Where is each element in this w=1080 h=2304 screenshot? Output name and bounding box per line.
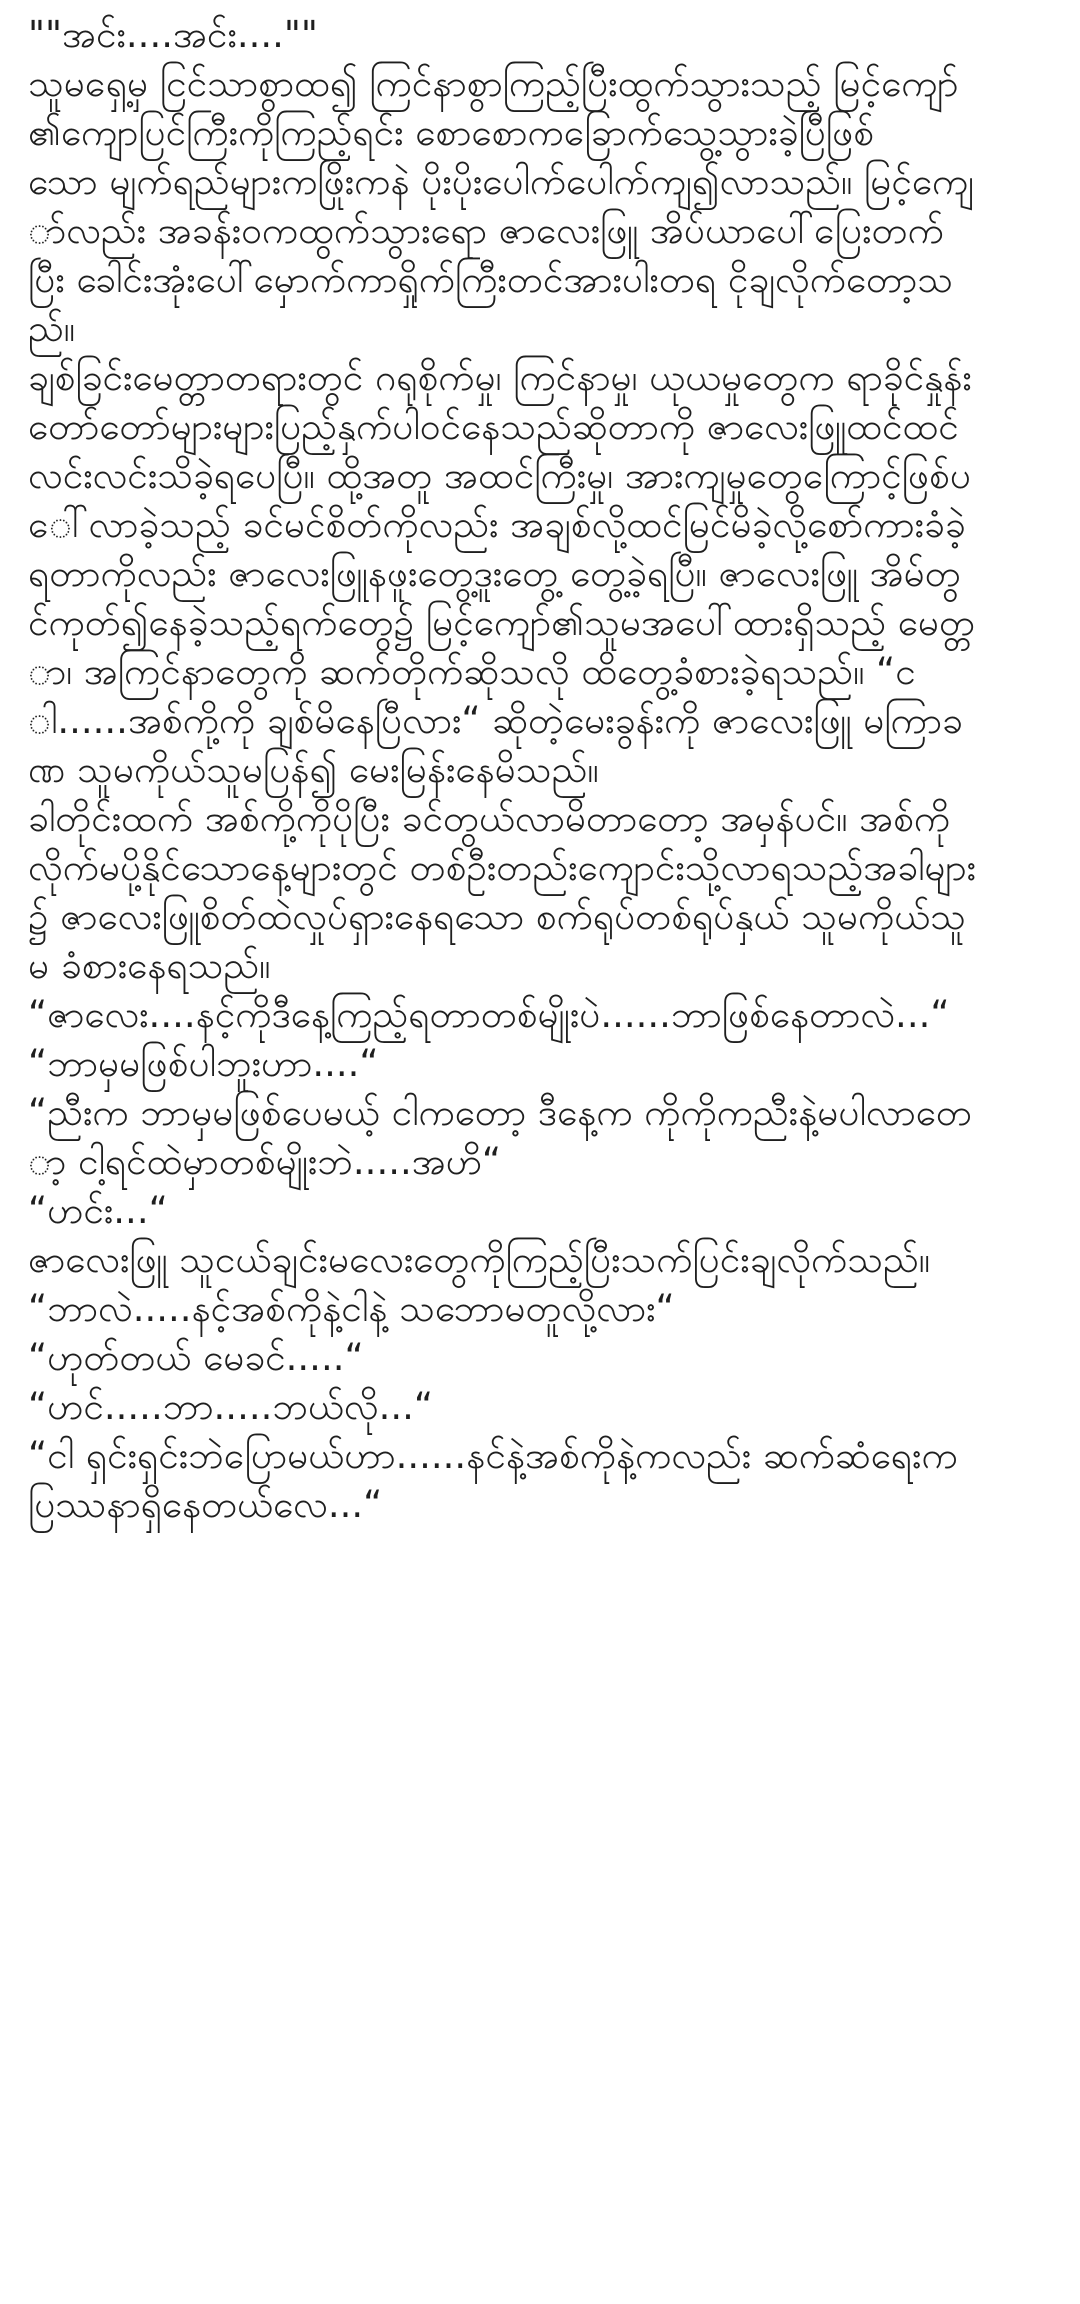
paragraph: “ဟင်း...“ — [28, 1189, 168, 1232]
paragraph: ခါတိုင်းထက် အစ်ကို့ကိုပိုပြီး ခင်တွယ်လာမိတာတော့ အမှန်ပင်။ အစ်ကိုလိုက်မပို့နိုင်သောနေ့များတွင် တစ်ဦးတည်းကျောင်းသို့လာရသည့်အခါများ၌ ဇာလေးဖြူစိတ်ထဲလှုပ်ရှားနေရသော စက်ရုပ်တစ်ရုပ်နှယ် သူမကိုယ်သူမ ခံစားနေရသည်။ — [28, 797, 976, 987]
paragraph: ပြီး ခေါင်းအုံးပေါ်မှောက်ကာရှိုက်ကြီးတင်အားပါးတရ ငိုချလိုက်တော့သည်။ — [28, 258, 954, 350]
paragraph: ချစ်ခြင်းမေတ္တာတရားတွင် ဂရုစိုက်မှု၊ ကြင်နာမှု၊ ယုယမှုတွေက ရာခိုင်နှုန်းတော်တော်များများပြည့်နှက်ပါဝင်နေသည်ဆိုတာကို ဇာလေးဖြူထင်ထင်လင်းလင်းသိခဲ့ရပေပြီ။ ထို့အတူ အထင်ကြီးမှု၊ အားကျမှုတွေကြောင့်ဖြစ်ပေါ်လာခဲ့သည့် ခင်မင်စိတ်ကိုလည်း အချစ်လို့ထင်မြင်မိခဲ့လို့စော်ကားခံခဲ့ရတာကိုလည်း ဇာလေးဖြူနဖူးတွေ့ဒူးတွေ့ တွေ့ခဲ့ရပြီ။ ဇာလေးဖြူ အိမ်တွင်ကုတ်၍နေခဲ့သည့်ရက်တွေ၌ မြင့်ကျော်၏သူမအပေါ်ထားရှိသည့် မေတ္တာ၊ အကြင်နာတွေကို ဆက်တိုက်ဆိုသလို ထိတွေ့ခံစားခဲ့ရသည်။ “ငါ......အစ်ကို့ကို ချစ်မိနေပြီလား“ ဆိုတဲ့မေးခွန်းကို ဇာလေးဖြူ မကြာခဏ သူမကိုယ်သူမပြန်၍ မေးမြန်းနေမိသည်။ — [28, 356, 976, 791]
paragraph: “ဘာမှမဖြစ်ပါဘူးဟာ....“ — [28, 1042, 379, 1085]
paragraph: “ဟင်.....ဘာ.....ဘယ်လို...“ — [28, 1385, 434, 1428]
paragraph: “ဘာလဲ.....နင့်အစ်ကိုနဲ့ငါနဲ့ သဘောမတူလို့လား“ — [28, 1287, 675, 1330]
paragraph: သော မျက်ရည်များကဖြိုးကနဲ ပိုးပိုးပေါက်ပေါက်ကျ၍လာသည်။ မြင့်ကျော်လည်း အခန်းဝကထွက်သွားရော ဇာလေးဖြူ အိပ်ယာပေါ်ပြေးတက် — [28, 160, 975, 252]
paragraph: ဇာလေးဖြူ သူငယ်ချင်းမလေးတွေကိုကြည့်ပြီးသက်ပြင်းချလိုက်သည်။ — [28, 1238, 931, 1281]
paragraph: “ညီးက ဘာမှမဖြစ်ပေမယ့် ငါကတော့ ဒီနေ့က ကိုကိုကညီးနဲ့မပါလာတော့ ငါ့ရင်ထဲမှာတစ်မျိုးဘဲ.....အဟိ“ — [28, 1091, 972, 1183]
paragraph: ""အင်း....အင်း...."" — [28, 13, 318, 56]
paragraph: “ဟုတ်တယ် မေခင်.....“ — [28, 1336, 364, 1379]
paragraph: သူမရှေ့မှ ငြင်သာစွာထ၍ ကြင်နာစွာကြည့်ပြီးထွက်သွားသည့် မြင့်ကျော်၏ကျောပြင်ကြီးကိုကြည့်ရင်း စောစောကခြောက်သွေ့သွားခဲ့ပြီဖြစ် — [28, 62, 959, 154]
paragraph: “ငါ ရှင်းရှင်းဘဲပြောမယ်ဟာ......နင်နဲ့အစ်ကိုနဲ့ကလည်း ဆက်ဆံရေးက ပြဿနာရှိနေတယ်လေ...“ — [28, 1434, 958, 1526]
paragraph: “ဇာလေး....နင့်ကိုဒီနေ့ကြည့်ရတာတစ်မျိုးပဲ......ဘာဖြစ်နေတာလဲ...“ — [28, 993, 950, 1036]
